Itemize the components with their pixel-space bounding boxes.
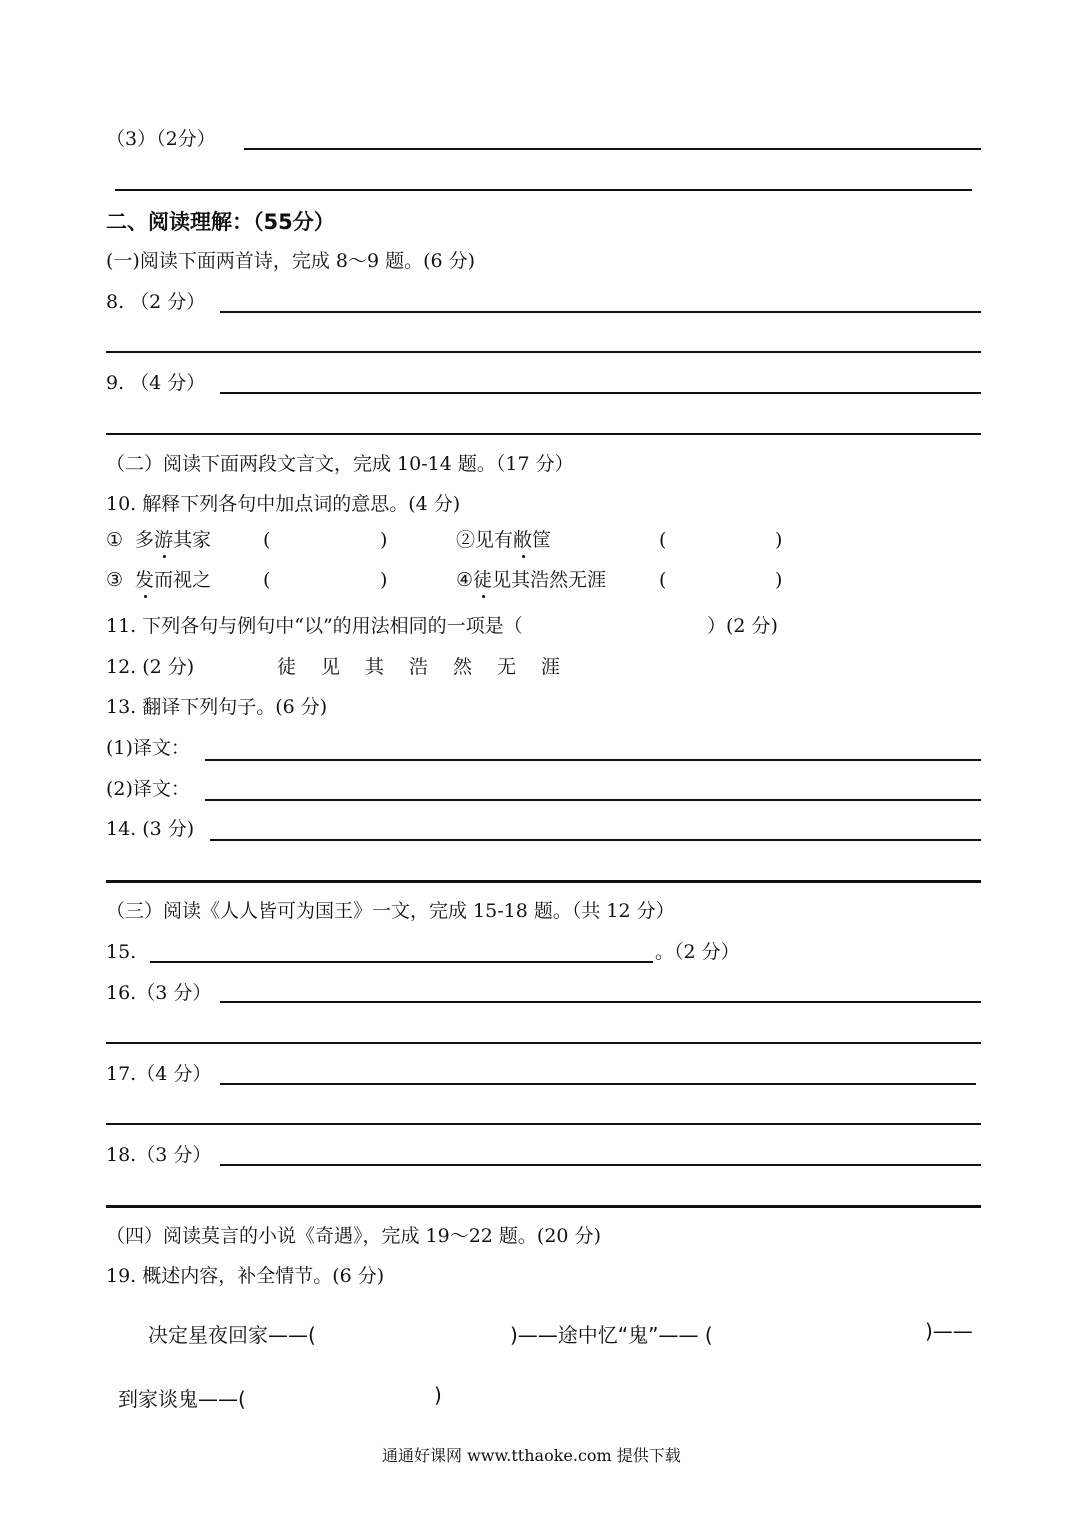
section-heading: 二、阅读理解：（55分） — [106, 210, 335, 234]
part2-intro: （二）阅读下面两段文言文，完成 10-14 题。（17 分） — [106, 453, 574, 475]
q14-label: 14. (3 分) — [106, 818, 195, 840]
q15-tail: 。（2 分） — [655, 941, 740, 963]
q16-answer-line-2[interactable] — [106, 1042, 981, 1044]
translation-1-line[interactable] — [205, 759, 981, 761]
q10-item-2: ②见有敝筐 — [456, 529, 552, 551]
q16-label: 16.（3 分） — [106, 982, 212, 1004]
plot-step-4-close: ) — [434, 1383, 442, 1407]
q10-item-3: ③ 发而视之 — [106, 569, 212, 591]
translation-1-label: (1)译文： — [106, 737, 190, 759]
q18-label: 18.（3 分） — [106, 1144, 212, 1166]
q12-label: 12. (2 分) — [106, 656, 195, 678]
q9-label: 9. （4 分） — [106, 372, 206, 394]
q14-answer-line-2[interactable] — [106, 880, 981, 883]
plot-step-2: )——途中忆“鬼”—— ( — [510, 1323, 713, 1347]
q3-answer-line-2[interactable] — [115, 189, 972, 191]
q18-answer-line[interactable] — [220, 1164, 981, 1166]
part3-intro: （三）阅读《人人皆可为国王》一文，完成 15-18 题。（共 12 分） — [106, 900, 675, 922]
translation-2-line[interactable] — [205, 799, 981, 801]
q9-answer-line-2[interactable] — [106, 433, 981, 435]
plot-step-4: 到家谈鬼——( — [118, 1387, 246, 1411]
q16-answer-line[interactable] — [220, 1001, 981, 1003]
q10-item-1-open: ( — [263, 529, 271, 551]
part4-intro: （四）阅读莫言的小说《奇遇》，完成 19～22 题。(20 分) — [106, 1225, 601, 1247]
q11-label: 11. 下列各句与例句中“以”的用法相同的一项是（ — [106, 615, 523, 637]
q10-item-4-close: ) — [775, 569, 783, 591]
q17-label: 17.（4 分） — [106, 1063, 212, 1085]
q3-answer-line[interactable] — [244, 148, 981, 150]
q10-item-4-open: ( — [659, 569, 667, 591]
q17-answer-line[interactable] — [220, 1083, 976, 1085]
part1-intro: (一)阅读下面两首诗，完成 8～9 题。(6 分) — [106, 250, 476, 272]
q10-item-1-close: ) — [380, 529, 388, 551]
q11-tail: ）(2 分) — [707, 615, 778, 637]
q12-sentence: 徒 见 其 浩 然 无 涯 — [277, 656, 561, 678]
footer-text: 通通好课网 www.tthaoke.com 提供下载 — [382, 1446, 681, 1465]
q17-answer-line-2[interactable] — [106, 1123, 981, 1125]
translation-2-label: (2)译文： — [106, 778, 190, 800]
q18-answer-line-2[interactable] — [106, 1205, 981, 1208]
q10-item-1: ① 多游其家 — [106, 529, 212, 551]
q10-item-2-close: ) — [775, 529, 783, 551]
plot-step-1: 决定星夜回家——( — [148, 1323, 316, 1347]
q19-label: 19. 概述内容，补全情节。(6 分) — [106, 1265, 385, 1287]
q13-label: 13. 翻译下列句子。(6 分) — [106, 696, 328, 718]
q8-answer-line[interactable] — [220, 311, 981, 313]
q10-item-4: ④徒见其浩然无涯 — [456, 569, 607, 591]
q14-answer-line[interactable] — [210, 839, 981, 841]
q10-item-2-open: ( — [659, 529, 667, 551]
q8-answer-line-2[interactable] — [106, 351, 981, 353]
q15-answer-line[interactable] — [150, 961, 653, 963]
q8-label: 8. （2 分） — [106, 291, 206, 313]
q10-item-3-open: ( — [263, 569, 271, 591]
q10-label: 10. 解释下列各句中加点词的意思。(4 分) — [106, 493, 461, 515]
q15-label: 15. — [106, 941, 137, 963]
plot-step-3: )—— — [925, 1319, 973, 1343]
q9-answer-line[interactable] — [220, 392, 981, 394]
q3-label: （3）（2分） — [106, 128, 216, 150]
q10-item-3-close: ) — [380, 569, 388, 591]
